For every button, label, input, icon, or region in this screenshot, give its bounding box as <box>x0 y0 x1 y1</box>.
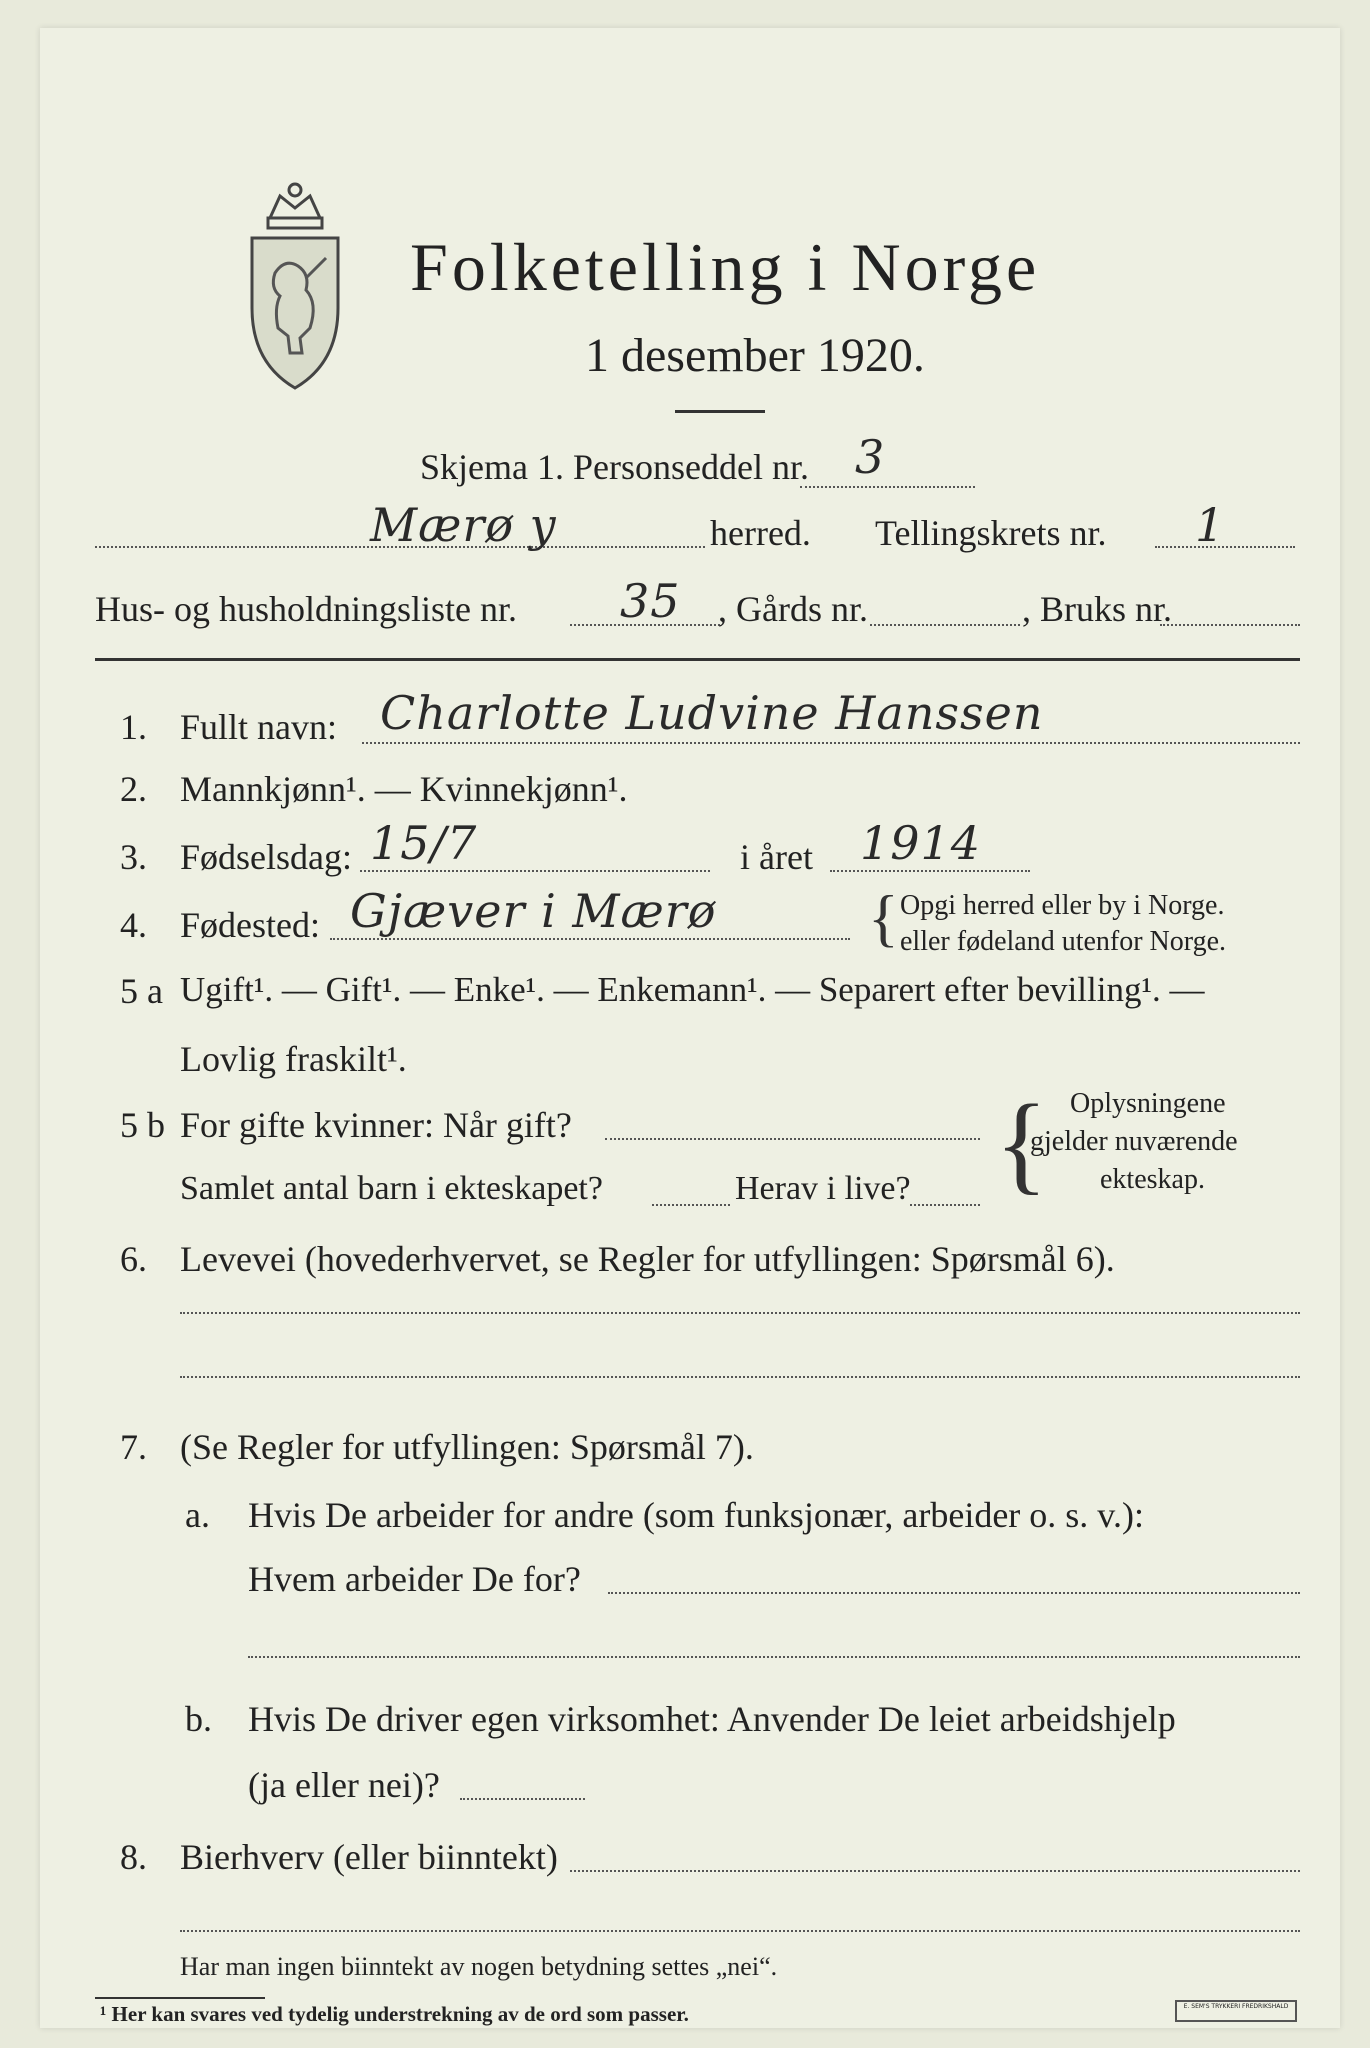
bruks-label: , Bruks nr. <box>1022 589 1173 629</box>
herred-value: Mærø y <box>370 498 557 552</box>
q6-number: 6. <box>120 1239 147 1279</box>
husliste-label: Hus- og husholdningsliste nr. <box>95 589 518 629</box>
q7a-answer-line1 <box>608 1592 1300 1594</box>
q4-value: Gjæver i Mærø <box>350 884 717 938</box>
q5a-line2: Lovlig fraskilt¹. <box>180 1039 407 1079</box>
q3-year-value: 1914 <box>860 816 982 870</box>
q5b-number: 5 b <box>120 1105 165 1145</box>
q5b-note-line2: gjelder nuværende <box>1030 1126 1238 1157</box>
q7a-line1: Hvis De arbeider for andre (som funksjonær, arbeider o. s. v.): <box>248 1495 1144 1535</box>
tellingskrets-label: Tellingskrets nr. <box>875 513 1107 553</box>
header-rule <box>95 658 1300 661</box>
q5b-children-line <box>652 1204 730 1206</box>
q7b-answer-line <box>460 1798 585 1800</box>
gards-line <box>870 624 1020 626</box>
q3-year-line <box>830 870 1030 872</box>
skjema-value: 3 <box>855 430 886 484</box>
title-divider <box>675 410 765 413</box>
q7-label: (Se Regler for utfyllingen: Spørsmål 7). <box>180 1427 754 1467</box>
q5b-married-line <box>605 1138 980 1140</box>
q4-note-line1: Opgi herred eller by i Norge. <box>900 890 1225 921</box>
q1-number: 1. <box>120 707 147 747</box>
q2-label: Mannkjønn¹. — Kvinnekjønn¹. <box>180 769 628 809</box>
skjema-line <box>800 486 975 488</box>
q7b-line1: Hvis De driver egen virksomhet: Anvender De leiet arbeidshjelp <box>248 1699 1176 1739</box>
q7a-answer-line2 <box>248 1656 1300 1658</box>
q5b-note-line3: ekteskap. <box>1100 1164 1205 1195</box>
form-title: Folketelling i Norge <box>410 229 1041 305</box>
q1-line <box>362 742 1300 744</box>
q1-label: Fullt navn: <box>180 707 338 747</box>
q6-line2 <box>180 1376 1300 1378</box>
bruks-line <box>1160 624 1300 626</box>
q7b-letter: b. <box>185 1699 212 1739</box>
q4-number: 4. <box>120 905 147 945</box>
q7b-line2: (ja eller nei)? <box>248 1765 440 1805</box>
q4-note-line2: eller fødeland utenfor Norge. <box>900 926 1227 957</box>
q5a-number: 5 a <box>120 971 163 1011</box>
q4-line <box>330 938 850 940</box>
q3-day-value: 15/7 <box>370 816 478 870</box>
q3-day-line <box>360 870 710 872</box>
q3-label: Fødselsdag: <box>180 837 353 877</box>
coat-of-arms-icon <box>240 178 350 398</box>
q5a-line1: Ugift¹. — Gift¹. — Enke¹. — Enkemann¹. — Separert efter bevilling¹. — <box>180 970 1205 1009</box>
q8-answer-line2 <box>180 1930 1300 1932</box>
q5b-alive-label: Herav i live? <box>735 1170 911 1207</box>
q5b-line1: For gifte kvinner: Når gift? <box>180 1105 572 1145</box>
q8-answer-line1 <box>570 1870 1300 1872</box>
skjema-label: Skjema 1. Personseddel nr. <box>420 447 809 487</box>
form-date: 1 desember 1920. <box>585 329 925 382</box>
q1-value: Charlotte Ludvine Hanssen <box>380 686 1044 740</box>
q8-note: Har man ingen biinntekt av nogen betydning settes „nei“. <box>180 1952 778 1981</box>
husliste-value: 35 <box>620 574 681 628</box>
q4-brace: { <box>868 882 899 953</box>
q3-year-label: i året <box>740 837 813 877</box>
q6-label: Levevei (hovederhvervet, se Regler for utfyllingen: Spørsmål 6). <box>180 1239 1115 1279</box>
q5b-children-label: Samlet antal barn i ekteskapet? <box>180 1170 603 1207</box>
q5b-note-line1: Oplysningene <box>1070 1088 1226 1119</box>
q7-number: 7. <box>120 1427 147 1467</box>
q8-label: Bierhverv (eller biinntekt) <box>180 1837 558 1877</box>
footnote-rule <box>95 1997 265 1999</box>
q3-number: 3. <box>120 837 147 877</box>
tellingskrets-value: 1 <box>1195 498 1226 552</box>
q7a-line2: Hvem arbeider De for? <box>248 1559 581 1599</box>
q8-number: 8. <box>120 1837 147 1877</box>
gards-label: , Gårds nr. <box>718 589 868 629</box>
q4-label: Fødested: <box>180 905 320 945</box>
printer-stamp: E. SEM'S TRYKKERI FREDRIKSHALD <box>1175 2000 1297 2022</box>
q5b-brace: { <box>995 1082 1048 1204</box>
q7a-letter: a. <box>185 1495 210 1535</box>
q6-line1 <box>180 1312 1300 1314</box>
herred-label: herred. <box>710 513 811 553</box>
q2-number: 2. <box>120 769 147 809</box>
census-form <box>40 28 1340 2028</box>
q5b-alive-line <box>910 1204 980 1206</box>
footnote: ¹ Her kan svares ved tydelig understrekning av de ord som passer. <box>100 2002 689 2026</box>
